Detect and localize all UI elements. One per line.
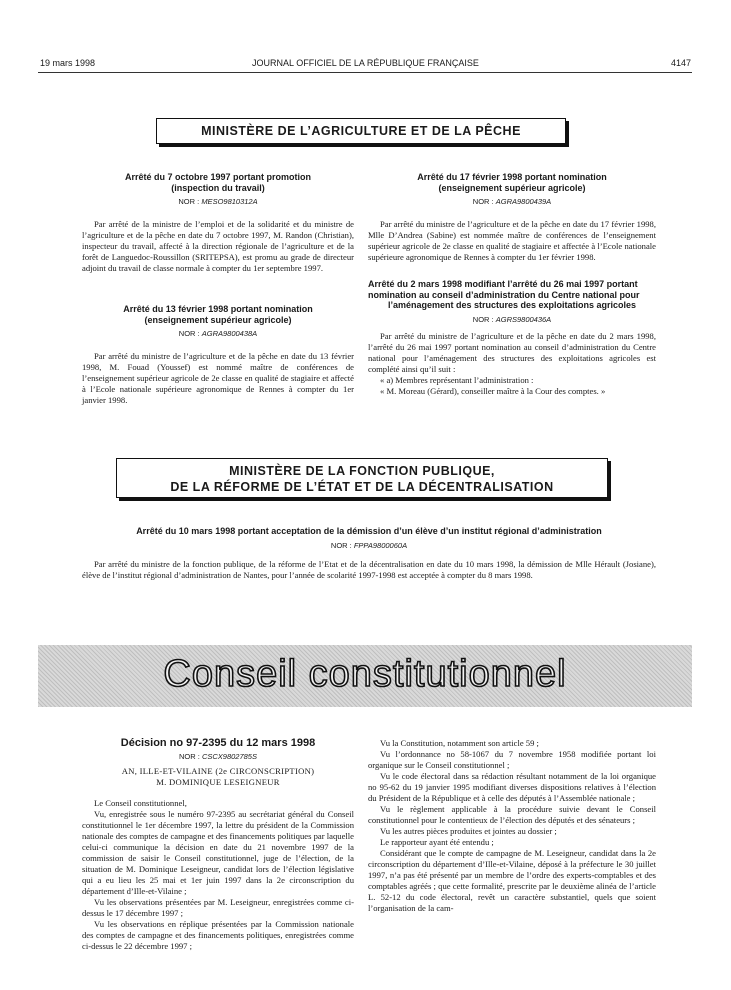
running-header [40, 58, 691, 72]
article-title: Arrêté du 10 mars 1998 portant acceptation de la démission d’un élève d’un institut régional d’administration [136, 526, 602, 536]
decision-paragraph: Vu l’ordonnance no 58-1067 du 7 novembre 1958 modifiée portant loi organique sur le Conseil constitutionnel ; [368, 749, 656, 770]
decision-paragraph: Vu, enregistrée sous le numéro 97-2395 au secrétariat général du Conseil constitutionnel le 1er décembre 1997, la lettre du président de la Commission nationale des comptes de campagne et des financements politiques par laquelle celui-ci communique la décision en date du 21 novembre 1997 de la commission de saisir le Conseil constitutionnel, juge de l’élection, de la situation de M. Dominique Leseigneur, candidat lors de l’élection législative qui a eu lieu les 25 mai et 1er juin 1997 dans la 2e circonscription du département d’Ille-et-Vilaine ; [82, 809, 354, 896]
nor-reference: NOR : AGRS9800436A [472, 314, 552, 324]
header-page-number: 4147 [670, 58, 691, 68]
article-body: Par arrêté du ministre de l’agriculture et de la pêche en date du 2 mars 1998, l’arrêté du 26 mai 1997 portant nomination au conseil d’administration du Centre national pour l’aménagement des structures des exploitations agricoles est complété ainsi qu’il suit : [368, 330, 656, 374]
header-journal-title: JOURNAL OFFICIEL DE LA RÉPUBLIQUE FRANÇAISE [252, 58, 479, 68]
decision-left-column [82, 738, 354, 952]
article-body-line: « M. Moreau (Gérard), conseiller maître à la Cour des comptes. » [380, 385, 606, 396]
nor-reference: NOR : AGRA9800439A [472, 197, 552, 206]
article-title: Arrêté du 13 février 1998 portant nomination (enseignement supérieur agricole) [123, 304, 313, 325]
article-body: Par arrêté du ministre de l’agriculture et de la pêche en date du 13 février 1998, M. Fouad (Youssef) est nommé maître de conférences de l’enseignement supérieur agricole de 2e classe en qualité de stagiaire et affecté à l’Ecole nationale supérieure agronomique de Rennes à compter du 1er janvier 1998. [82, 351, 354, 405]
article-body-line: « a) Membres représentant l’administration : [380, 374, 534, 385]
nor-reference: NOR : MESO9810312A [178, 197, 258, 206]
article-nomination-dandrea [368, 172, 656, 263]
article-nomination-fouad [82, 304, 354, 406]
article-body: Par arrêté du ministre de l’agriculture et de la pêche en date du 17 février 1998, Mlle D’Andrea (Sabine) est nommée maître de conférences de l’enseignement supérieur agricole de 2e classe en qualité de stagiaire et affectée à l’Ecole nationale supérieure agronomique de Rennes à compter du 1er février 1998. [368, 219, 656, 262]
article-cnasea [368, 279, 656, 397]
nor-reference: NOR : CSCX9802785S [179, 752, 257, 761]
article-title: Arrêté du 17 février 1998 portant nomination (enseignement supérieur agricole) [417, 172, 607, 193]
article-body: Par arrêté du ministre de la fonction publique, de la réforme de l’Etat et de la décentralisation en date du 10 mars 1998, la démission de Mlle Hérault (Josiane), élève de l’institut régional d’administration de Nantes, pour l’année de scolarité 1997-1998 est acceptée à compter du 8 mars 1998. [82, 558, 656, 580]
decision-title: Décision no 97-2395 du 12 mars 1998 [120, 737, 316, 749]
header-rule [38, 72, 692, 73]
ministry-heading-line: MINISTÈRE DE LA FONCTION PUBLIQUE, [229, 464, 495, 478]
decision-left-paragraphs [82, 798, 354, 952]
right-column-articles [368, 172, 656, 397]
decision-paragraph: Vu la Constitution, notamment son article 59 ; [380, 738, 539, 748]
article-title: Arrêté du 2 mars 1998 modifiant l’arrêté du 26 mai 1997 portant nomination au conseil d’administration du Centre national pour l’aménagement des structures des exploitations agricoles [368, 279, 640, 310]
conseil-constitutionnel-banner [38, 645, 692, 707]
left-column-articles [82, 172, 354, 406]
banner-title: Conseil constitutionnel [163, 653, 567, 695]
decision-paragraph: Vu le code électoral dans sa rédaction résultant notamment de la loi organique no 95-62 du 19 janvier 1995 modifiant diverses dispositions relatives à l’élection du Président de la République et à celle des députés à l’Assemblée nationale ; [368, 771, 656, 803]
article-body: Par arrêté de la ministre de l’emploi et de la solidarité et du ministre de l’agriculture et de la pêche en date du 7 octobre 1997, M. Randon (Christian), inspecteur du travail, affecté à la direction régionale de l’agriculture et de la forêt de Languedoc-Roussillon (SRITEPSA), est promu au grade de directeur adjoint du travail de classe normale à compter du 1er septembre 1997. [82, 219, 354, 273]
decision-paragraph: Considérant que le compte de campagne de M. Leseigneur, candidat dans la 2e circonscription du département d’Ille-et-Vilaine, déposé à la préfecture le 30 juillet 1997, n’a pas été présenté par un membre de l’ordre des experts-comptables et des comptables agréés ; que cette formalité, prescrite par le deuxième alinéa de l’article L. 52-12 du code électoral, revêt un caractère substantiel, quels que soient l’organisation de la cam- [368, 848, 656, 913]
article-title: Arrêté du 7 octobre 1997 portant promotion (inspection du travail) [124, 172, 312, 193]
decision-paragraph: Le rapporteur ayant été entendu ; [380, 837, 494, 847]
decision-paragraph: Vu les autres pièces produites et jointes au dossier ; [380, 826, 557, 836]
header-date: 19 mars 1998 [40, 58, 96, 68]
ministry-agriculture-heading: MINISTÈRE DE L’AGRICULTURE ET DE LA PÊCHE [156, 118, 566, 144]
ministry-heading-line: DE LA RÉFORME DE L’ÉTAT ET DE LA DÉCENTRALISATION [170, 480, 554, 494]
decision-candidate: M. DOMINIQUE LESEIGNEUR [156, 777, 280, 787]
article-promotion [82, 172, 354, 274]
decision-paragraph: Vu les observations en réplique présentées par la Commission nationale des comptes de campagne et des financements politiques, enregistrées comme ci-dessus le 22 décembre 1997 ; [82, 919, 354, 951]
decision-paragraph: Vu le règlement applicable à la procédure suivie devant le Conseil constitutionnel pour le contentieux de l’élection des députés et des sénateurs ; [368, 804, 656, 825]
decision-paragraph: Le Conseil constitutionnel, [94, 798, 187, 808]
nor-reference: NOR : AGRA9800438A [178, 329, 258, 338]
article-demission [82, 526, 656, 581]
ministry-fonction-publique-heading [116, 458, 608, 498]
decision-paragraph: Vu les observations présentées par M. Leseigneur, enregistrées comme ci-dessus le 17 décembre 1997 ; [82, 897, 354, 918]
nor-reference: NOR : FPPA9800060A [330, 540, 408, 550]
decision-right-paragraphs [368, 738, 656, 914]
decision-right-column [368, 738, 656, 914]
decision-circonscription: AN, ILLE-ET-VILAINE (2e CIRCONSCRIPTION) [121, 766, 315, 776]
